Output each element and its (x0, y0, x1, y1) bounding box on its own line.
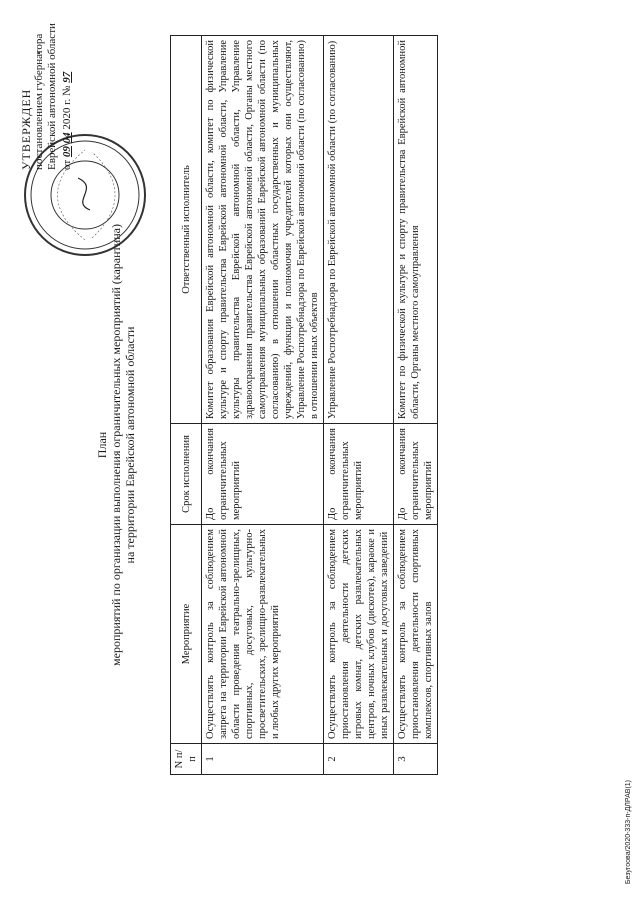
document-title (95, 165, 137, 725)
header-number: N п/п (171, 744, 202, 775)
approval-line-1: постановлением губернатора (33, 33, 45, 170)
approval-heading: УТВЕРЖДЕН (19, 88, 33, 170)
row-action: Осуществлять контроль за соблюдением приостановления деятельности спортивных комплексов, спортивных залов (394, 525, 438, 744)
title-line-2: мероприятий по организации выполнения ограничительных мероприятий (карантина) (109, 224, 123, 666)
header-action: Мероприятие (171, 525, 202, 744)
row-responsible: Комитет образования Еврейской автономной области, комитет по физической культуре и спорту правительства Еврейской автономной области, Управление культуры правительства Еврейской автономной области, Управление здравоохранения правительства Еврейской автономной области, Органы местного самоуправления муниципальных образований Еврейской автономной области (по согласованию) в отношении областных государственных и муниципальных учреждений, функции и полномочия учредителей которых они осуществляют, Управление Роспотребнадзора по Еврейской автономной области (по согласованию) в отношении иных объектов (202, 36, 324, 424)
row-action: Осуществлять контроль за соблюдением запрета на территории Еврейской автономной области проведения театрально-зрелищных, спортивных, досуговых, культурно-просветительских, зрелищно-развлекательных и любых других мероприятий (202, 525, 324, 744)
decree-number: 97 (61, 71, 73, 83)
approval-line-2: Еврейской автономной области (46, 23, 58, 170)
table-row (202, 36, 324, 775)
date-year: 2020 (61, 107, 73, 130)
approval-date (61, 0, 74, 170)
document-code: Безугоова/2020-333-п-ДЛРАВ(1) (625, 780, 632, 885)
date-month: 04 (61, 132, 73, 144)
date-day: 09 (61, 146, 73, 158)
row-term: До окончания ограничительных мероприятий (394, 424, 438, 525)
plan-table (170, 35, 438, 775)
row-number: 2 (324, 744, 394, 775)
approval-block (20, 0, 74, 170)
title-line-3: на территории Еврейской автономной области (123, 326, 137, 564)
row-action: Осуществлять контроль за соблюдением приостановления деятельности детских игровых комнат, детских развлекательных центров, ночных клубов (дискотек), караоке и иных развлекательных и досуговых заведений (324, 525, 394, 744)
table-row (324, 36, 394, 775)
row-term: До окончания ограничительных мероприятий (324, 424, 394, 525)
row-responsible: Комитет по физической культуре и спорту правительства Еврейской автономной области, Органы местного самоуправления (394, 36, 438, 424)
title-line-1: План (95, 431, 109, 459)
date-prefix: от (61, 159, 73, 170)
row-term: До окончания ограничительных мероприятий (202, 424, 324, 525)
number-prefix: г. № (61, 85, 73, 105)
table-header-row (171, 36, 202, 775)
header-term: Срок исполнения (171, 424, 202, 525)
row-number: 3 (394, 744, 438, 775)
row-number: 1 (202, 744, 324, 775)
table-row (394, 36, 438, 775)
row-responsible: Управление Роспотребнадзора по Еврейской автономной области (по согласованию) (324, 36, 394, 424)
header-responsible: Ответственный исполнитель (171, 36, 202, 424)
